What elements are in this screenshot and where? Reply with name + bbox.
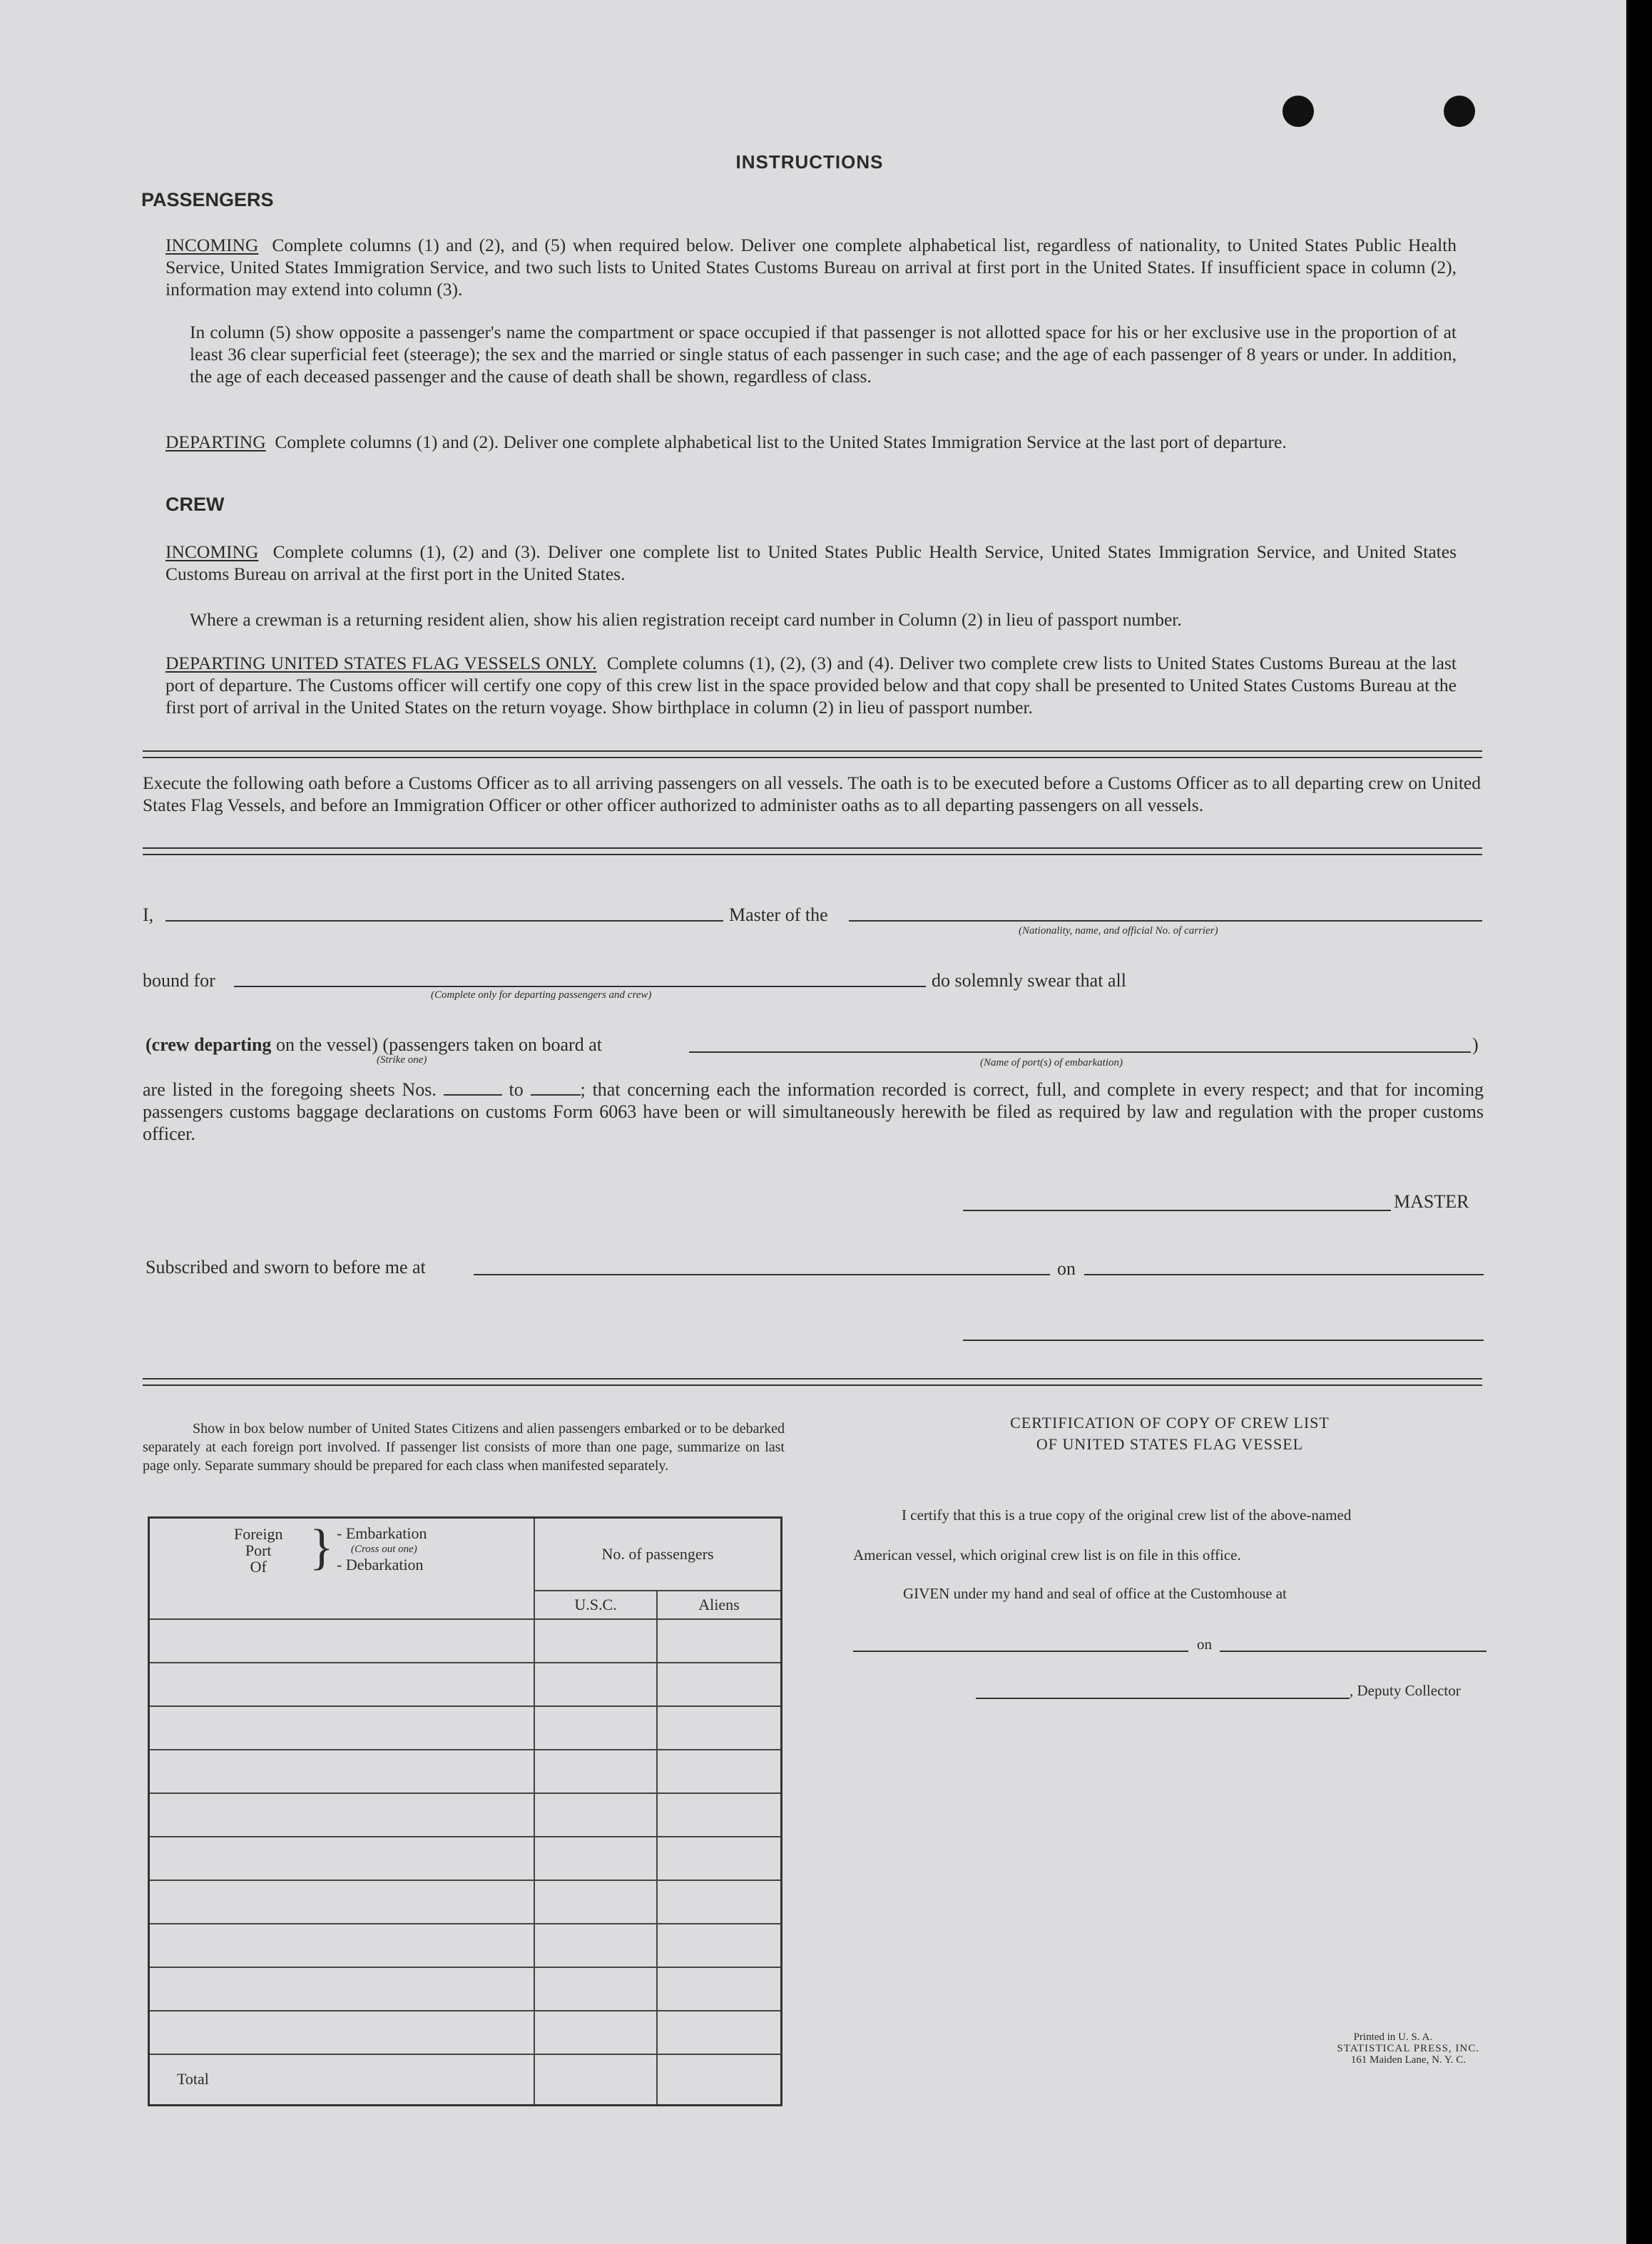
table-row <box>149 1793 782 1837</box>
aliens-cell[interactable] <box>657 1619 782 1663</box>
embarkation-label: - Embarkation <box>337 1524 427 1542</box>
usc-cell[interactable] <box>534 1793 657 1837</box>
passengers-departing-label: DEPARTING <box>165 432 266 452</box>
crew-departing-text: Complete columns (1), (2), (3) and (4). Deliver two complete crew lists to United States Customs Bureau at the last port of departure. The Customs officer will certify one copy of this crew list in the space provided below and that copy shall be presented to United States Customs Bureau at the first port of arrival in the United States on the return voyage. Show birthplace in column (2) in lieu of passport number. <box>165 653 1457 718</box>
table-row <box>149 1924 782 1967</box>
usc-cell[interactable] <box>534 1924 657 1967</box>
brace-icon: } <box>310 1520 334 1575</box>
listed-text: are listed in the foregoing sheets Nos. <box>143 1079 437 1100</box>
swear-label: do solemnly swear that all <box>932 970 1126 991</box>
certification-title-line2: OF UNITED STATES FLAG VESSEL <box>1036 1435 1304 1453</box>
punch-hole-left <box>1283 96 1314 127</box>
no-passengers-header: No. of passengers <box>534 1518 782 1591</box>
total-row <box>149 2054 782 2106</box>
total-label: Total <box>149 2054 535 2106</box>
sworn-place-field[interactable] <box>474 1274 1050 1275</box>
total-usc-cell[interactable] <box>534 2054 657 2106</box>
port-cell[interactable] <box>149 1619 535 1663</box>
passengers-departing-paragraph <box>165 431 1457 453</box>
aliens-cell[interactable] <box>657 1837 782 1880</box>
passenger-summary-table <box>148 1516 782 2106</box>
divider-2 <box>143 847 1482 855</box>
table-row <box>149 1880 782 1924</box>
passengers-incoming-label: INCOMING <box>165 235 259 255</box>
usc-cell[interactable] <box>534 1880 657 1924</box>
of-label: Of <box>250 1558 267 1576</box>
master-label: MASTER <box>1394 1191 1469 1212</box>
certify-line2: American vessel, which original crew list is on file in this office. <box>853 1546 1241 1564</box>
strike-one-caption: (Strike one) <box>377 1054 427 1066</box>
crew-resident-paragraph: Where a crewman is a returning resident alien, show his alien registration receipt card number in Column (2) in lieu of passport number. <box>190 609 1182 630</box>
table-row <box>149 1619 782 1663</box>
table-row <box>149 2011 782 2054</box>
printer-line2: STATISTICAL PRESS, INC. <box>1337 2043 1479 2054</box>
usc-cell[interactable] <box>534 1663 657 1706</box>
bound-for-caption: (Complete only for departing passengers and crew) <box>431 989 652 1001</box>
printer-credit <box>1213 2031 1498 2066</box>
crew-incoming-label: INCOMING <box>165 541 259 562</box>
crew-departing-label: DEPARTING UNITED STATES FLAG VESSELS ONLY. <box>165 653 597 673</box>
certify-line1: I certify that this is a true copy of the original crew list of the above-named <box>902 1506 1352 1524</box>
port-cell[interactable] <box>149 1880 535 1924</box>
port-cell[interactable] <box>149 1837 535 1880</box>
table-row <box>149 1750 782 1793</box>
crew-departing-bold: (crew departing <box>146 1034 272 1055</box>
sheet-to-field[interactable] <box>531 1094 581 1096</box>
punch-hole-right <box>1444 96 1475 127</box>
bound-for-field[interactable] <box>234 986 926 987</box>
printer-line3: 161 Maiden Lane, N. Y. C. <box>1350 2054 1466 2066</box>
port-label: Port <box>245 1541 272 1559</box>
aliens-cell[interactable] <box>657 1663 782 1706</box>
column5-paragraph: In column (5) show opposite a passenger's name the compartment or space occupied if that passenger is not allotted space for his or her exclusive use in the proportion of at least 36 clear superficial feet (steerage); the sex and the married or single status of each passenger in such case; and the age of each passenger of 8 years or under. In addition, the age of each deceased passenger and the cause of death shall be shown, regardless of class. <box>190 322 1457 387</box>
passengers-incoming-text: Complete columns (1) and (2), and (5) when required below. Deliver one complete alphabetical list, regardless of nationality, to United States Public Health Service, United States Immigration Service, and two such lists to United States Customs Bureau on arrival at first port in the United States. If insufficient space in column (2), information may extend into column (3). <box>165 235 1457 300</box>
table-row <box>149 1663 782 1706</box>
aliens-cell[interactable] <box>657 1750 782 1793</box>
crew-passenger-line <box>146 1034 602 1056</box>
crew-incoming-paragraph <box>165 541 1457 585</box>
oath-intro: Execute the following oath before a Customs Officer as to all arriving passengers on all vessels. The oath is to be executed before a Customs Officer as to all departing crew on United States Flag Vessels, and before an Immigration Officer or other officer authorized to administer oaths as to all departing passengers on all vessels. <box>143 772 1481 815</box>
aliens-cell[interactable] <box>657 2011 782 2054</box>
foreign-label: Foreign <box>234 1525 283 1543</box>
usc-cell[interactable] <box>534 1706 657 1750</box>
usc-cell[interactable] <box>534 2011 657 2054</box>
cert-date-field[interactable] <box>1220 1651 1487 1652</box>
master-signature-field[interactable] <box>963 1210 1391 1211</box>
bound-for-label: bound for <box>143 970 215 991</box>
usc-cell[interactable] <box>534 1750 657 1793</box>
passengers-taken-text: (passengers taken on board at <box>382 1034 602 1055</box>
port-cell[interactable] <box>149 1967 535 2011</box>
crew-departing-paragraph <box>165 652 1457 718</box>
close-paren: ) <box>1472 1034 1479 1055</box>
embarkation-port-field[interactable] <box>689 1051 1471 1053</box>
officer-signature-field[interactable] <box>963 1340 1484 1341</box>
table-row <box>149 1706 782 1750</box>
ports-caption: (Name of port(s) of embarkation) <box>980 1057 1123 1069</box>
sheet-from-field[interactable] <box>444 1094 502 1096</box>
passengers-incoming-paragraph <box>165 234 1457 300</box>
given-line: GIVEN under my hand and seal of office at the Customhouse at <box>903 1585 1287 1602</box>
aliens-header: Aliens <box>657 1591 782 1619</box>
port-cell[interactable] <box>149 1750 535 1793</box>
aliens-cell[interactable] <box>657 1967 782 2011</box>
table-row <box>149 1837 782 1880</box>
debarkation-label: - Debarkation <box>337 1556 424 1574</box>
crew-heading: CREW <box>165 494 225 515</box>
port-cell[interactable] <box>149 1793 535 1837</box>
port-cell[interactable] <box>149 1924 535 1967</box>
master-of-label: Master of the <box>729 904 828 925</box>
divider-1 <box>143 750 1482 758</box>
carrier-caption: (Nationality, name, and official No. of carrier) <box>1019 925 1218 937</box>
aliens-cell[interactable] <box>657 1880 782 1924</box>
sworn-on-label: on <box>1057 1258 1076 1279</box>
port-cell[interactable] <box>149 1663 535 1706</box>
page-title: INSTRUCTIONS <box>735 151 884 173</box>
passengers-departing-text: Complete columns (1) and (2). Deliver one complete alphabetical list to the United States Immigration Service at the last port of departure. <box>275 432 1287 452</box>
table-row <box>149 1967 782 2011</box>
box-instructions: Show in box below number of United States Citizens and alien passengers embarked or to be debarked separately at each foreign port involved. If passenger list consists of more than one page, summarize on last page only. Separate summary should be prepared for each class when manifested separately. <box>143 1421 785 1474</box>
port-cell[interactable] <box>149 2011 535 2054</box>
usc-cell[interactable] <box>534 1619 657 1663</box>
oath-statement <box>143 1078 1484 1145</box>
carrier-field[interactable] <box>849 920 1482 922</box>
crew-incoming-text: Complete columns (1), (2) and (3). Deliver one complete list to United States Public Health Service, United States Immigration Service, and United States Customs Bureau on arrival at the first port in the United States. <box>165 541 1457 584</box>
to-text: to <box>509 1079 524 1100</box>
cross-out-label: (Cross out one) <box>351 1544 417 1555</box>
subscribed-label: Subscribed and sworn to before me at <box>146 1257 426 1277</box>
deputy-collector-label: , Deputy Collector <box>1350 1682 1461 1699</box>
cert-on-label: on <box>1197 1636 1212 1653</box>
printer-line1: Printed in U. S. A. <box>1353 2031 1432 2043</box>
usc-header: U.S.C. <box>534 1591 657 1619</box>
total-aliens-cell[interactable] <box>657 2054 782 2106</box>
port-cell[interactable] <box>149 1706 535 1750</box>
aliens-cell[interactable] <box>657 1793 782 1837</box>
deputy-signature-field[interactable] <box>976 1698 1350 1699</box>
passengers-heading: PASSENGERS <box>141 189 274 210</box>
usc-cell[interactable] <box>534 1837 657 1880</box>
sworn-date-field[interactable] <box>1084 1274 1484 1275</box>
foreign-port-header <box>149 1518 535 1619</box>
certification-title-line1: CERTIFICATION OF COPY OF CREW LIST <box>1010 1414 1330 1432</box>
on-vessel-text: on the vessel) <box>271 1034 378 1055</box>
aliens-cell[interactable] <box>657 1924 782 1967</box>
usc-cell[interactable] <box>534 1967 657 2011</box>
oath-i-label: I, <box>143 904 154 925</box>
certification-title <box>856 1412 1484 1455</box>
master-name-field[interactable] <box>165 920 723 922</box>
listed-rest-text: ; that concerning each the information recorded is correct, full, and complete in every respect; and that for incoming passengers customs baggage declarations on customs Form 6063 have been or will simultaneously herewith be filed as required by law and regulation with the proper customs officer. <box>143 1079 1484 1144</box>
aliens-cell[interactable] <box>657 1706 782 1750</box>
divider-3 <box>143 1378 1482 1386</box>
customhouse-field[interactable] <box>853 1651 1188 1652</box>
